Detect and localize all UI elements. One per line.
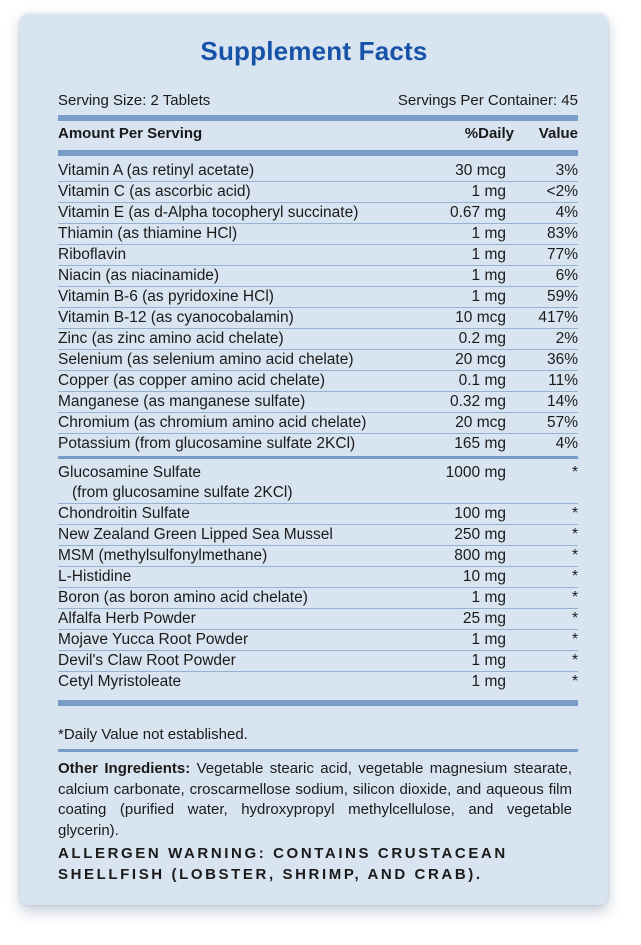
nutrient-amount: 1 mg: [471, 183, 506, 200]
other-ingredients-text: Vegetable stearic acid, vegetable magnesium stearate, calcium carbonate, croscarmellose sodium, silicon dioxide, and aqueous film coating (purified water, hydroxypropyl methylcellulose, and vegetable glycerin).: [58, 760, 572, 839]
nutrient-name: Selenium (as selenium amino acid chelate): [58, 351, 354, 368]
nutrient-amount: 10 mg: [462, 568, 506, 585]
divider-top: [58, 115, 578, 121]
nutrient-amount: 250 mg: [454, 526, 506, 543]
nutrient-daily-value: 57%: [546, 414, 578, 431]
nutrient-amount: 0.67 mg: [449, 204, 506, 221]
table-header: [58, 125, 578, 147]
nutrient-row: [58, 203, 578, 224]
nutrient-row: [58, 546, 578, 567]
nutrient-daily-value: *: [571, 589, 578, 606]
nutrient-name: Cetyl Myristoleate: [58, 673, 182, 690]
nutrient-name: Vitamin C (as ascorbic acid): [58, 183, 251, 200]
nutrient-row: [58, 413, 578, 434]
nutrient-amount: 30 mcg: [455, 162, 506, 179]
nutrient-amount: 1 mg: [471, 225, 506, 242]
nutrient-source-note: (from glucosamine sulfate 2KCl): [72, 484, 293, 501]
nutrient-daily-value: *: [571, 464, 578, 481]
nutrient-row: [58, 672, 578, 692]
nutrient-daily-value: 6%: [555, 267, 578, 284]
nutrient-row: [58, 651, 578, 672]
nutrient-name: Glucosamine Sulfate: [58, 464, 202, 481]
nutrient-amount: 0.2 mg: [458, 330, 506, 347]
nutrient-amount: 20 mcg: [455, 414, 506, 431]
nutrient-amount: 0.32 mg: [449, 393, 506, 410]
nutrient-daily-value: *: [571, 526, 578, 543]
nutrient-daily-value: 14%: [546, 393, 578, 410]
nutrient-amount: 100 mg: [454, 505, 506, 522]
nutrient-daily-value: 2%: [555, 330, 578, 347]
panel-title: Supplement Facts: [200, 36, 428, 66]
nutrient-amount: 1 mg: [471, 652, 506, 669]
nutrient-row: [58, 329, 578, 350]
nutrient-daily-value: 11%: [548, 372, 578, 389]
allergen-warning: ALLERGEN WARNING: CONTAINS CRUSTACEAN SHELLFISH (LOBSTER, SHRIMP, AND CRAB).: [58, 845, 508, 883]
nutrient-name: Vitamin E (as d-Alpha tocopheryl succinate): [58, 204, 359, 221]
nutrient-name: Vitamin B-6 (as pyridoxine HCl): [58, 288, 274, 305]
nutrient-amount: 1 mg: [471, 631, 506, 648]
nutrient-name: Niacin (as niacinamide): [58, 267, 220, 284]
header-value: Value: [538, 125, 578, 142]
nutrient-amount: 0.1 mg: [458, 372, 506, 389]
nutrient-name: Riboflavin: [58, 246, 127, 263]
supplement-facts-panel: [20, 14, 608, 905]
other-ingredients-label: Other Ingredients:: [58, 760, 191, 777]
serving-size: Serving Size: 2 Tablets: [58, 92, 211, 109]
nutrient-name: Potassium (from glucosamine sulfate 2KCl): [58, 435, 356, 452]
other-nutrient-list: [58, 463, 578, 692]
nutrient-daily-value: *: [571, 610, 578, 627]
nutrient-amount: 1000 mg: [445, 464, 506, 481]
nutrient-name: Devil's Claw Root Powder: [58, 652, 236, 669]
nutrient-name: New Zealand Green Lipped Sea Mussel: [58, 526, 333, 543]
nutrient-row: [58, 463, 578, 504]
nutrient-row: [58, 182, 578, 203]
nutrient-amount: 1 mg: [471, 288, 506, 305]
nutrient-name: Vitamin A (as retinyl acetate): [58, 162, 255, 179]
nutrient-row: [58, 567, 578, 588]
nutrient-daily-value: *: [571, 652, 578, 669]
nutrient-amount: 1 mg: [471, 673, 506, 690]
nutrient-daily-value: 83%: [546, 225, 578, 242]
nutrient-daily-value: *: [571, 631, 578, 648]
nutrient-daily-value: 3%: [555, 162, 578, 179]
nutrient-name: Chondroitin Sulfate: [58, 505, 190, 522]
nutrient-name: MSM (methylsulfonylmethane): [58, 547, 268, 564]
divider-bottom: [58, 700, 578, 706]
servings-per-container: Servings Per Container: 45: [397, 92, 578, 109]
nutrient-row: [58, 224, 578, 245]
nutrient-amount: 1 mg: [471, 589, 506, 606]
nutrient-daily-value: 59%: [546, 288, 578, 305]
nutrient-name: Alfalfa Herb Powder: [58, 610, 196, 627]
other-ingredients: [58, 759, 572, 841]
nutrient-name: Chromium (as chromium amino acid chelate): [58, 414, 367, 431]
nutrient-amount: 20 mcg: [455, 351, 506, 368]
nutrient-row: [58, 630, 578, 651]
nutrient-daily-value: 417%: [538, 309, 578, 326]
nutrient-amount: 25 mg: [462, 610, 506, 627]
nutrient-name: Zinc (as zinc amino acid chelate): [58, 330, 284, 347]
serving-info: [58, 92, 578, 112]
nutrient-name: Mojave Yucca Root Powder: [58, 631, 249, 648]
divider-header: [58, 150, 578, 156]
daily-value-footnote: *Daily Value not established.: [58, 726, 248, 743]
nutrient-name: Boron (as boron amino acid chelate): [58, 589, 308, 606]
nutrient-amount: 1 mg: [471, 267, 506, 284]
divider-section: [58, 456, 578, 459]
nutrient-name: L-Histidine: [58, 568, 132, 585]
nutrient-row: [58, 245, 578, 266]
nutrient-row: [58, 588, 578, 609]
nutrient-daily-value: 36%: [546, 351, 578, 368]
vitamin-list: [58, 161, 578, 454]
nutrient-row: [58, 308, 578, 329]
nutrient-name: Thiamin (as thiamine HCl): [58, 225, 238, 242]
nutrient-daily-value: 4%: [555, 435, 578, 452]
nutrient-row: [58, 525, 578, 546]
nutrient-name: Copper (as copper amino acid chelate): [58, 372, 326, 389]
nutrient-row: [58, 392, 578, 413]
nutrient-row: [58, 287, 578, 308]
nutrient-row: [58, 161, 578, 182]
nutrient-amount: 800 mg: [454, 547, 506, 564]
nutrient-amount: 10 mcg: [455, 309, 506, 326]
nutrient-row: [58, 266, 578, 287]
nutrient-daily-value: 4%: [555, 204, 578, 221]
nutrient-amount: 1 mg: [471, 246, 506, 263]
nutrient-row: [58, 609, 578, 630]
nutrient-daily-value: 77%: [546, 246, 578, 263]
nutrient-row: [58, 434, 578, 454]
divider-footnote: [58, 749, 578, 752]
nutrient-row: [58, 504, 578, 525]
nutrient-amount: 165 mg: [454, 435, 506, 452]
nutrient-daily-value: *: [571, 568, 578, 585]
nutrient-row: [58, 371, 578, 392]
nutrient-daily-value: <2%: [546, 183, 578, 200]
nutrient-daily-value: *: [571, 673, 578, 690]
header-amount: Amount Per Serving: [58, 125, 203, 142]
nutrient-daily-value: *: [571, 505, 578, 522]
nutrient-name: Vitamin B-12 (as cyanocobalamin): [58, 309, 294, 326]
nutrient-row: [58, 350, 578, 371]
nutrient-daily-value: *: [571, 547, 578, 564]
nutrient-name: Manganese (as manganese sulfate): [58, 393, 306, 410]
header-daily: %Daily: [464, 125, 514, 142]
